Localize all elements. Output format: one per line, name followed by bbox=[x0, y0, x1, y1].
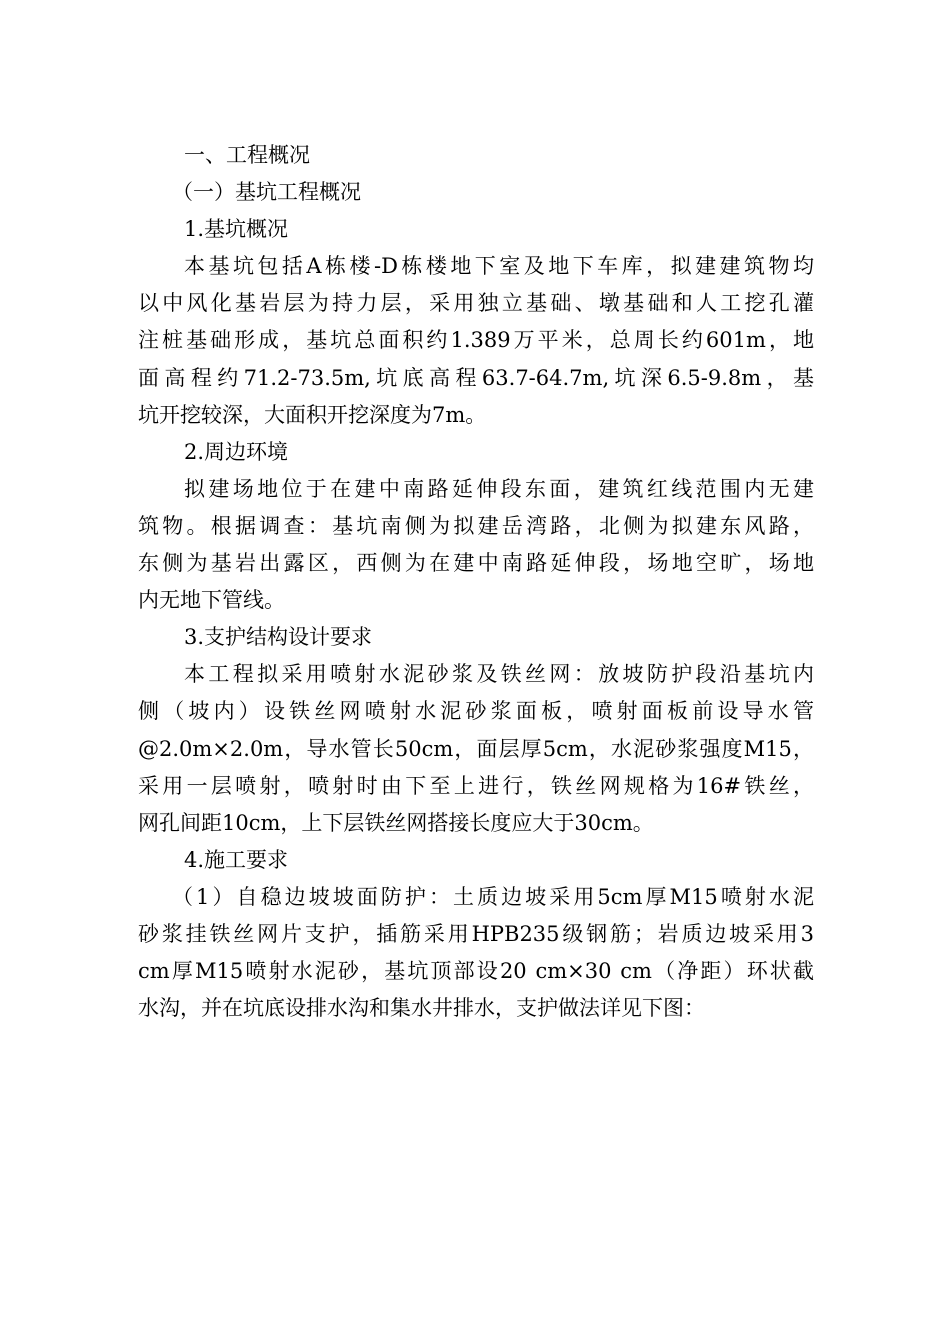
paragraph-line: 以中风化基岩层为持力层，采用独立基础、墩基础和人工挖孔灌 bbox=[138, 291, 814, 316]
section-3-title: 3.支护结构设计要求 bbox=[184, 625, 373, 650]
paragraph-line: 面高程约71.2-73.5m,坑底高程63.7-64.7m,坑深6.5-9.8m，基 bbox=[138, 365, 814, 390]
paragraph-line: 砂浆挂铁丝网片支护，插筋采用HPB235级钢筋；岩质边坡采用3 bbox=[138, 921, 814, 946]
heading-level-1: 一、工程概况 bbox=[184, 143, 310, 167]
paragraph-line: 东侧为基岩出露区，西侧为在建中南路延伸段，场地空旷，场地 bbox=[138, 551, 814, 576]
paragraph-line: 筑物。根据调查：基坑南侧为拟建岳湾路，北侧为拟建东风路， bbox=[138, 513, 814, 538]
paragraph-line: @2.0m×2.0m，导水管长50cm，面层厚5cm，水泥砂浆强度M15， bbox=[138, 736, 814, 761]
section-4-title: 4.施工要求 bbox=[184, 847, 289, 872]
paragraph-line: 网孔间距10cm，上下层铁丝网搭接长度应大于30cm。 bbox=[138, 810, 654, 835]
paragraph-line: 侧（坡内）设铁丝网喷射水泥砂浆面板，喷射面板前设导水管 bbox=[138, 699, 814, 724]
paragraph-line: 本工程拟采用喷射水泥砂浆及铁丝网：放坡防护段沿基坑内 bbox=[184, 662, 814, 687]
paragraph-line: 拟建场地位于在建中南路延伸段东面，建筑红线范围内无建 bbox=[184, 476, 814, 501]
paragraph-line: 水沟，并在坑底设排水沟和集水井排水，支护做法详见下图： bbox=[138, 996, 705, 1021]
paragraph-line: 坑开挖较深，大面积开挖深度为7m。 bbox=[138, 402, 487, 427]
paragraph-line: 本基坑包括A栋楼-D栋楼地下室及地下车库，拟建建筑物均 bbox=[184, 254, 814, 279]
paragraph-line: （1）自稳边坡坡面防护：土质边坡采用5cm厚M15喷射水泥 bbox=[172, 884, 814, 909]
heading-level-2: （一）基坑工程概况 bbox=[172, 180, 361, 205]
paragraph-line: 注桩基础形成，基坑总面积约1.389万平米，总周长约601m，地 bbox=[138, 328, 814, 353]
paragraph-line: 采用一层喷射，喷射时由下至上进行，铁丝网规格为16#铁丝， bbox=[138, 773, 814, 798]
section-1-title: 1.基坑概况 bbox=[184, 217, 289, 242]
document-body bbox=[138, 137, 814, 1027]
section-2-title: 2.周边环境 bbox=[184, 439, 289, 464]
paragraph-line: cm厚M15喷射水泥砂，基坑顶部设20 cm×30 cm（净距）环状截 bbox=[138, 959, 814, 984]
paragraph-line: 内无地下管线。 bbox=[138, 588, 285, 613]
